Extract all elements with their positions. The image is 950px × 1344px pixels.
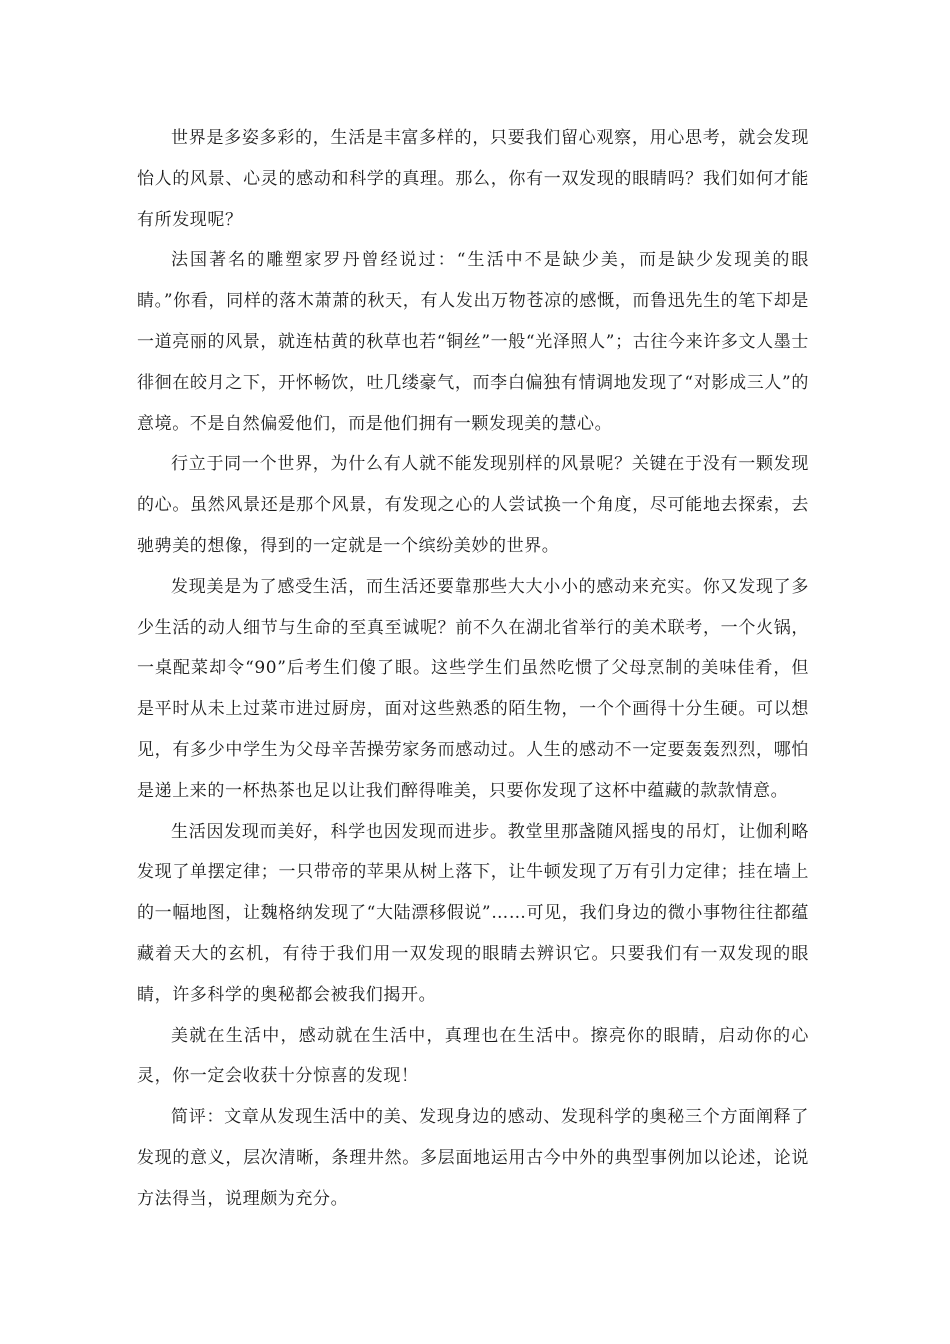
conclusion-paragraph: 美就在生活中，感动就在生活中，真理也在生活中。擦亮你的眼睛，启动你的心灵，你一定会收获十分惊喜的发现！ bbox=[137, 1025, 809, 1087]
document-body bbox=[137, 118, 809, 1220]
different-scenery-paragraph: 行立于同一个世界，为什么有人就不能发现别样的风景呢？关键在于没有一颗发现的心。虽然风景还是那个风景，有发现之心的人尝试换一个角度，尽可能地去探索，去驰骋美的想像，得到的一定就是一个缤纷美妙的世界。 bbox=[137, 454, 809, 556]
science-discovery-paragraph: 生活因发现而美好，科学也因发现而进步。教堂里那盏随风摇曳的吊灯，让伽利略发现了单摆定律；一只带帝的苹果从树上落下，让牛顿发现了万有引力定律；挂在墙上的一幅地图，让魏格纳发现了“大陆漂移假说”……可见，我们身边的微小事物往往都蕴藏着天大的玄机，有待于我们用一双发现的眼睛去辨识它。只要我们有一双发现的眼睛，许多科学的奥秘都会被我们揭开。 bbox=[137, 821, 809, 1005]
rodin-paragraph: 法国著名的雕塑家罗丹曾经说过：“生活中不是缺少美，而是缺少发现美的眼睛。”你看，同样的落木萧萧的秋天，有人发出万物苍凉的感慨，而鲁迅先生的笔下却是一道亮丽的风景，就连枯黄的秋草也若“铜丝”一般“光泽照人”；古往今来许多文人墨士徘徊在皎月之下，开怀畅饮，吐几缕豪气，而李白偏独有情调地发现了“对影成三人”的意境。不是自然偏爱他们，而是他们拥有一颗发现美的慧心。 bbox=[137, 250, 809, 434]
commentary-paragraph: 简评：文章从发现生活中的美、发现身边的感动、发现科学的奥秘三个方面阐释了发现的意义，层次清晰，条理井然。多层面地运用古今中外的典型事例加以论述，论说方法得当，说理颇为充分。 bbox=[137, 1107, 809, 1209]
intro-paragraph: 世界是多姿多彩的，生活是丰富多样的，只要我们留心观察，用心思考，就会发现怡人的风景、心灵的感动和科学的真理。那么，你有一双发现的眼睛吗？我们如何才能有所发现呢？ bbox=[137, 128, 809, 230]
moving-details-paragraph: 发现美是为了感受生活，而生活还要靠那些大大小小的感动来充实。你又发现了多少生活的动人细节与生命的至真至诚呢？前不久在湖北省举行的美术联考，一个火锅，一桌配菜却令“90”后考生们傻了眼。这些学生们虽然吃惯了父母烹制的美味佳肴，但是平时从未上过菜市进过厨房，面对这些熟悉的陌生物，一个个画得十分生硬。可以想见，有多少中学生为父母辛苦操劳家务而感动过。人生的感动不一定要轰轰烈烈，哪怕是递上来的一杯热茶也足以让我们醉得唯美，只要你发现了这杯中蕴藏的款款情意。 bbox=[137, 576, 809, 801]
